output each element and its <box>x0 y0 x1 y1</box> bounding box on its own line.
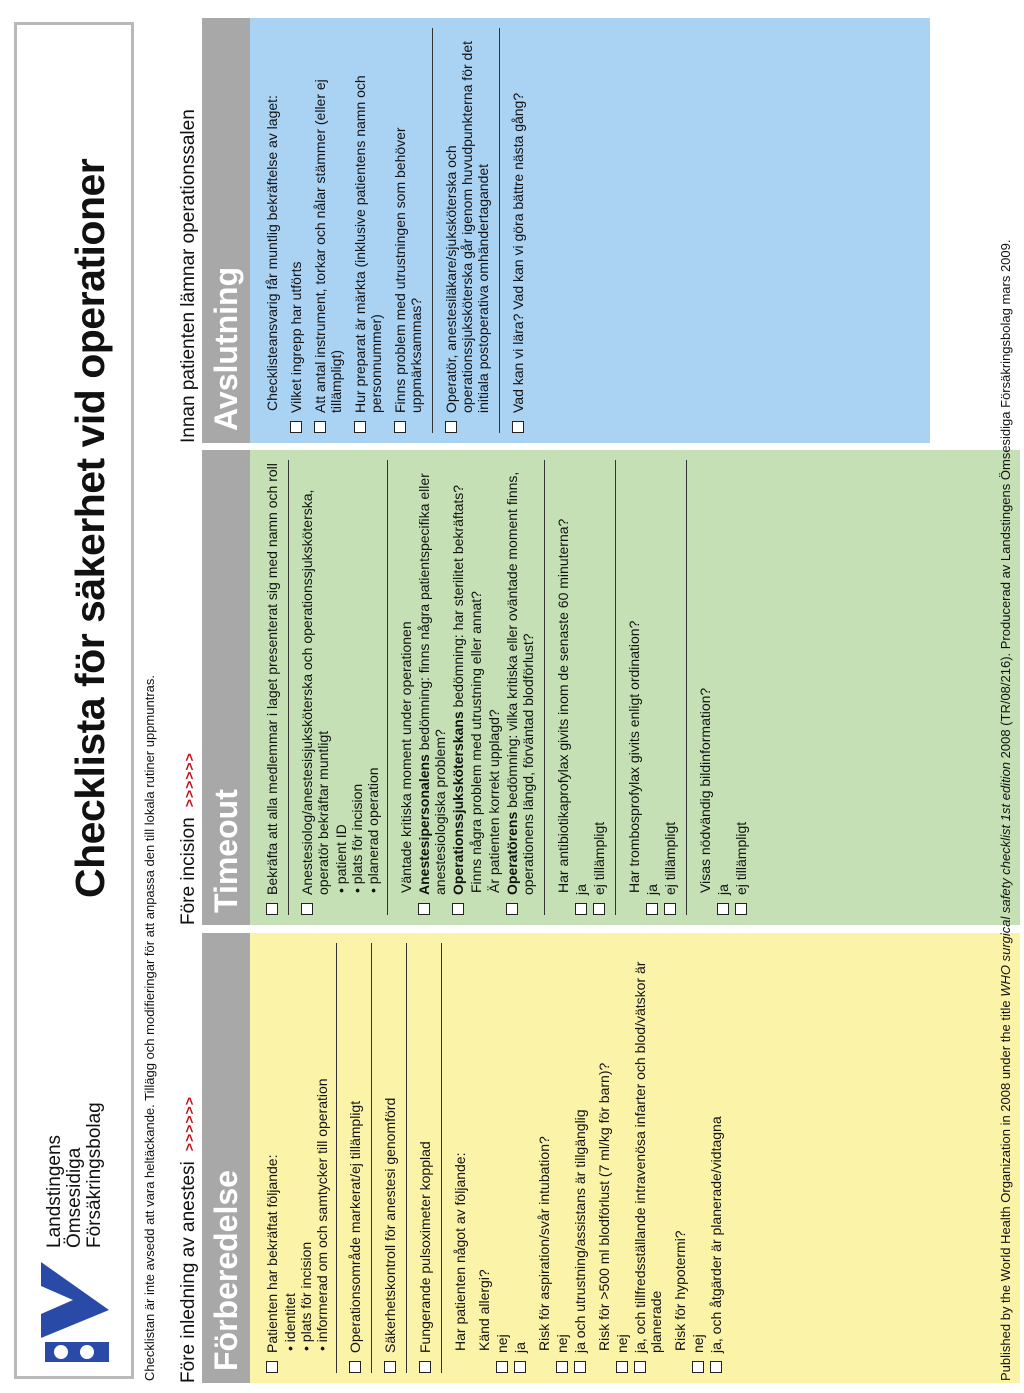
item-text: Operationsområde markerat/ej tillämpligt <box>347 1100 363 1353</box>
checkbox[interactable] <box>512 421 524 433</box>
question-text: Är patienten korrekt upplagd? <box>486 709 502 893</box>
company-logo-icon <box>39 1260 111 1362</box>
checklist-section <box>336 943 371 1373</box>
checkbox[interactable] <box>354 421 366 433</box>
bullet-item: • identitet <box>282 943 298 1351</box>
column-title: Avslutning <box>202 18 250 443</box>
question-text: Risk för hypotermi? <box>672 1230 688 1351</box>
role-text: bedömning: har sterilitet bekräftats? <box>450 484 466 712</box>
item-text: Att antal instrument, torkar och nålar stämmer (eller ej tillämpligt) <box>312 79 344 413</box>
column-body <box>250 18 930 443</box>
checkbox[interactable] <box>418 903 430 915</box>
question-text: Visas nödvändig bildinformation? <box>697 687 713 893</box>
checkbox[interactable] <box>574 1361 586 1373</box>
checkbox[interactable] <box>349 1361 361 1373</box>
item-text: Finns problem med utrustningen som behöver uppmärksammas? <box>392 127 424 413</box>
question-text: Risk för aspiration/svår intubation? <box>536 1136 552 1351</box>
arrows-icon: >>>>>> <box>181 752 197 808</box>
bullet-item: • plats för incision <box>298 943 314 1351</box>
checklist-section <box>254 460 288 915</box>
checkbox[interactable] <box>301 903 313 915</box>
checkbox[interactable] <box>692 1361 704 1373</box>
bullet-list <box>282 943 330 1373</box>
checkbox[interactable] <box>266 903 278 915</box>
role-name: Operationssjuksköterskans <box>450 711 466 895</box>
checklist-section <box>371 943 406 1373</box>
checklist-section <box>406 943 441 1373</box>
checkbox[interactable] <box>593 903 605 915</box>
option-text: ja, och åtgärder är planerade/vidtagna <box>708 1116 724 1353</box>
item-text: Vilket ingrepp har utförts <box>288 261 304 413</box>
column-forberedelse <box>176 933 1020 1383</box>
checkbox[interactable] <box>616 1361 628 1373</box>
phase-text: Före inledning av anestesi <box>178 1161 199 1383</box>
checklist-section <box>254 28 432 433</box>
question-text: Har antibiotikaprofylax givits inom de senaste 60 minuterna? <box>555 518 571 893</box>
checkbox[interactable] <box>445 421 457 433</box>
item-text <box>416 460 448 895</box>
role-name: Operatörens <box>504 811 520 895</box>
checkbox[interactable] <box>634 1361 646 1373</box>
column-title: Timeout <box>202 450 250 925</box>
checklist-section <box>441 943 732 1373</box>
checkbox[interactable] <box>710 1361 722 1373</box>
role-name: Anestesipersonalens <box>416 754 432 895</box>
item-text: Anestesiolog/anestesisjuksköterska och operationssjuksköterska, operatör bekräftar muntligt <box>299 489 331 895</box>
phase-label <box>176 450 202 925</box>
footer-text: 2008 (TR/08/216). Producerad av Landstingens Ömsesidiga Försäkringsbolag mars 2009. <box>998 239 1013 762</box>
bullet-item: • informerad om och samtycker till operation <box>314 943 330 1351</box>
checkbox[interactable] <box>556 1361 568 1373</box>
footer-title: WHO surgical safety checklist 1st edition <box>998 761 1013 997</box>
checkbox[interactable] <box>506 903 518 915</box>
option-text: ej tillämpligt <box>733 821 749 895</box>
checkbox[interactable] <box>394 421 406 433</box>
checkbox[interactable] <box>266 1361 278 1373</box>
checkbox[interactable] <box>735 903 747 915</box>
checkbox[interactable] <box>514 1361 526 1373</box>
phase-label <box>176 18 202 443</box>
question-text: Risk för >500 ml blodförlust (7 ml/kg för barn)? <box>596 1062 612 1351</box>
bullet-item: • patient ID <box>333 460 349 893</box>
item-text: Checklisteansvarig får muntlig bekräftelse av laget: <box>264 95 280 411</box>
option-text: nej <box>690 1334 706 1353</box>
checkbox[interactable] <box>314 421 326 433</box>
role-text: bedömning: finns några patientspecifika eller anestesiologiska problem? <box>416 473 448 895</box>
option-text: ja, och tillfredsställande intravenösa infarter och blod/vätskor är planerade <box>632 961 664 1353</box>
footer-text: Published by the World Health Organization in 2008 under the title <box>998 996 1013 1381</box>
bullet-list <box>333 460 381 915</box>
column-title: Förberedelse <box>202 933 250 1383</box>
checkbox[interactable] <box>419 1361 431 1373</box>
checklist-section <box>288 460 387 915</box>
question-text: Har trombosprofylax givits enligt ordination? <box>626 620 642 893</box>
page-title: Checklista för säkerhet vid operationer <box>67 158 113 898</box>
bullet-item: • plats för incision <box>349 460 365 893</box>
disclaimer: Checklistan är inte avsedd att vara heltäckande. Tillägg och modifieringar för att anpassa den till lokala rutiner uppmuntras. <box>142 675 157 1381</box>
column-body <box>250 450 1020 925</box>
question-text: Känd allergi? <box>476 1269 492 1351</box>
option-text: ja <box>573 884 589 895</box>
item-text: Har patienten något av följande: <box>452 1152 468 1351</box>
item-text: Hur preparat är märkta (inklusive patientens namn och personnummer) <box>352 75 384 413</box>
org-name-line: Ömsesidiga <box>64 1147 85 1248</box>
option-text: ja <box>644 884 660 895</box>
item-text: Fungerande pulsoximeter kopplad <box>417 1141 433 1353</box>
checklist-section <box>432 28 499 433</box>
checklist-section <box>615 460 686 915</box>
checkbox[interactable] <box>575 903 587 915</box>
org-name-line: Försäkringsbolag <box>84 1102 105 1248</box>
item-text <box>450 460 466 895</box>
checklist-section <box>686 460 757 915</box>
arrows-icon: >>>>>> <box>181 1096 197 1152</box>
checkbox[interactable] <box>290 421 302 433</box>
item-text: Operatör, anestesiläkare/sjuksköterska och operationssjuksköterska går igenom huvudpunkterna för det initiala postoperativa omhändertagandet <box>443 41 491 413</box>
option-text: nej <box>554 1334 570 1353</box>
bullet-item: • planerad operation <box>365 460 381 893</box>
column-avslutning <box>176 18 930 443</box>
item-text: Vad kan vi lära? Vad kan vi göra bättre nästa gång? <box>510 92 526 413</box>
option-text: ja <box>715 884 731 895</box>
question-text: Finns några problem med utrustning eller annat? <box>468 591 484 893</box>
option-text: ej tillämpligt <box>591 821 607 895</box>
org-name <box>45 1102 105 1248</box>
item-text: Patienten har bekräftat följande: <box>264 1154 280 1353</box>
column-body <box>250 933 1020 1383</box>
checkbox[interactable] <box>664 903 676 915</box>
option-text: ja <box>512 1342 528 1353</box>
checkbox[interactable] <box>646 903 658 915</box>
checklist-section <box>544 460 615 915</box>
phase-text: Innan patienten lämnar operationssalen <box>178 109 199 443</box>
option-text: ja och utrustning/assistans är tillgänglig <box>572 1109 588 1353</box>
org-name-line: Landstingens <box>44 1134 65 1248</box>
option-text: nej <box>494 1334 510 1353</box>
role-text: bedömning: vilka kritiska eller oväntade moment finns, operationens längd, förväntad blodförlust? <box>504 471 536 895</box>
item-text: Väntade kritiska moment under operationen <box>398 621 414 893</box>
phase-text: Före incision <box>178 817 199 925</box>
option-text: nej <box>614 1334 630 1353</box>
footer-note <box>998 240 1013 1381</box>
header <box>14 22 134 1379</box>
checkbox[interactable] <box>717 903 729 915</box>
phase-label <box>176 933 202 1383</box>
item-text <box>504 460 536 895</box>
item-text: Bekräfta att alla medlemmar i laget presenterat sig med namn och roll <box>264 463 280 895</box>
item-text: Säkerhetskontroll för anestesi genomförd <box>382 1097 398 1353</box>
checklist-section <box>499 28 534 433</box>
checkbox[interactable] <box>384 1361 396 1373</box>
option-text: ej tillämpligt <box>662 821 678 895</box>
checklist-section <box>254 943 336 1373</box>
checklist-section <box>387 460 544 915</box>
checkbox[interactable] <box>452 903 464 915</box>
checkbox[interactable] <box>496 1361 508 1373</box>
column-timeout <box>176 450 1020 925</box>
